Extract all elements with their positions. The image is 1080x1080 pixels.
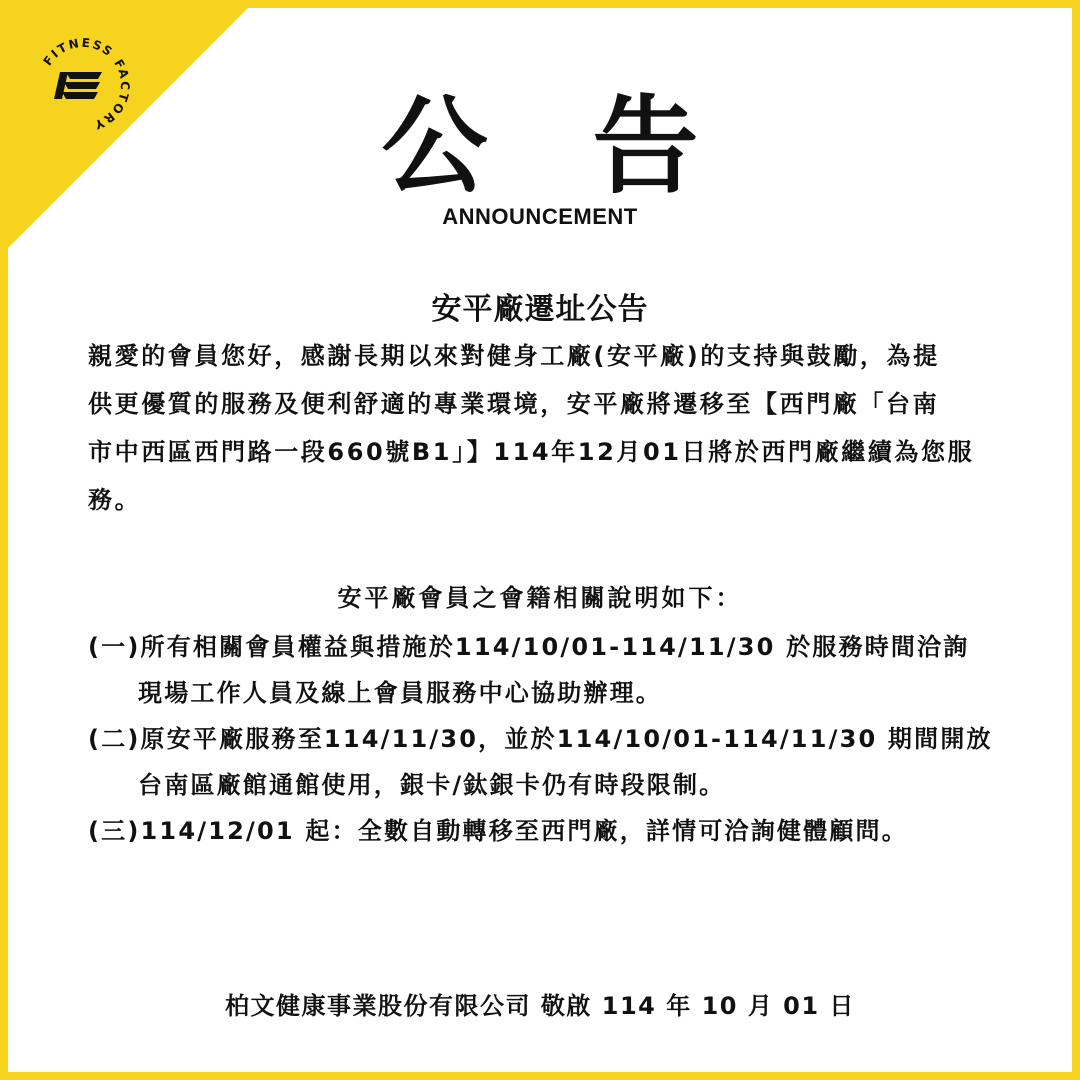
paragraph-line: 市中西區西門路一段660號B1」】114年12月01日將於西門廠繼續為您服 bbox=[88, 438, 975, 466]
list-item bbox=[88, 808, 1028, 854]
page-title: 公 告 bbox=[381, 85, 733, 208]
page-subtitle: ANNOUNCEMENT bbox=[442, 204, 638, 229]
section-heading: 安平廠會員之會籍相關說明如下： bbox=[337, 584, 743, 612]
paragraph-line: 親愛的會員您好，感謝長期以來對健身工廠(安平廠)的支持與鼓勵，為提 bbox=[88, 342, 940, 370]
notice-heading: 安平廠遷址公告 bbox=[431, 292, 649, 327]
list-item bbox=[88, 624, 1028, 716]
list-item-line: 現場工作人員及線上會員服務中心協助辦理。 bbox=[138, 679, 662, 707]
paragraph-line: 務。 bbox=[88, 486, 142, 514]
list-item-line: (一)所有相關會員權益與措施於114/10/01-114/11/30 於服務時間洽詢 bbox=[88, 633, 970, 661]
list-item-line: (三)114/12/01 起：全數自動轉移至西門廠，詳情可洽詢健體顧問。 bbox=[88, 817, 908, 845]
list-item bbox=[88, 716, 1028, 808]
notice-list bbox=[88, 624, 1028, 854]
signature: 柏文健康事業股份有限公司 敬啟 114 年 10 月 01 日 bbox=[225, 992, 855, 1020]
notice-paragraph bbox=[88, 332, 1008, 524]
list-item-line: 台南區廠館通館使用，銀卡/鈦銀卡仍有時段限制。 bbox=[138, 771, 726, 799]
announcement-poster bbox=[8, 8, 1072, 1072]
list-item-line: (二)原安平廠服務至114/11/30，並於114/10/01-114/11/30 期間開放 bbox=[88, 725, 993, 753]
paragraph-line: 供更優質的服務及便利舒適的專業環境，安平廠將遷移至【西門廠「台南 bbox=[88, 390, 940, 418]
logo-ring-text: FITNESS FACTORY bbox=[40, 35, 133, 133]
